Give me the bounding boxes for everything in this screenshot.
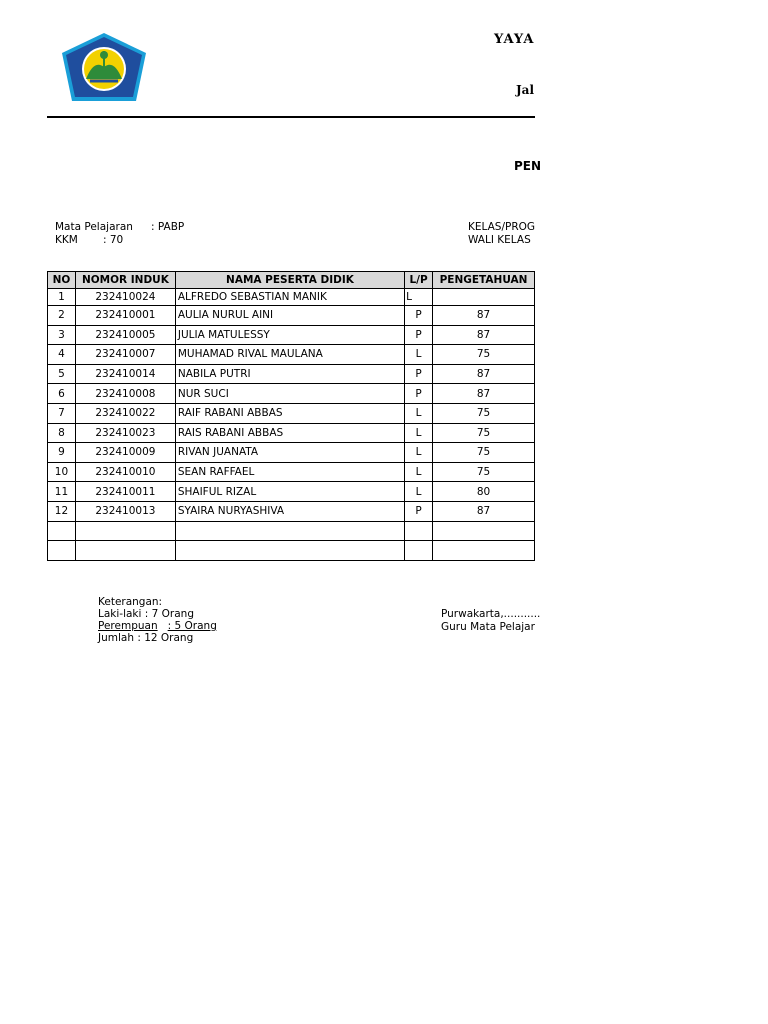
kkm-value: : 70 [103,234,124,246]
cell-gender: L [405,345,433,365]
cell-name: NABILA PUTRI [175,364,404,384]
cell-name: JULIA MATULESSY [175,325,404,345]
cell-score: 87 [433,306,535,326]
subject-value: : PABP [151,221,185,233]
cell-nis: 232410008 [75,384,175,404]
cell-score: 75 [433,443,535,463]
notes-female-count [98,620,217,632]
notes-total-count: Jumlah : 12 Orang [98,632,194,644]
cell-no: 7 [48,403,76,423]
cell-score [433,289,535,306]
cell-score: 80 [433,482,535,502]
table-row [48,482,535,502]
cell-nis: 232410007 [75,345,175,365]
cell-nis: 232410014 [75,364,175,384]
table-row [48,289,535,306]
table-row [48,443,535,463]
subject-key: Mata Pelajaran [55,221,133,233]
notes-female-value: : 5 Orang [167,620,217,632]
table-row [48,345,535,365]
cell-no: 11 [48,482,76,502]
notes-heading: Keterangan: [98,596,163,608]
cell-score: 87 [433,384,535,404]
col-header-no: NO [48,272,76,289]
table-row [48,384,535,404]
cell-no: 6 [48,384,76,404]
kkm-key: KKM [55,234,78,246]
cell-score [433,521,535,541]
subject-info [55,221,184,234]
cell-gender: P [405,325,433,345]
cell-nis: 232410005 [75,325,175,345]
table-row [48,364,535,384]
cell-name: ALFREDO SEBASTIAN MANIK [175,289,404,306]
cell-gender: P [405,364,433,384]
table-row [48,423,535,443]
cell-no: 10 [48,462,76,482]
cell-name: MUHAMAD RIVAL MAULANA [175,345,404,365]
cell-score: 87 [433,501,535,521]
cell-name: SYAIRA NURYASHIVA [175,501,404,521]
notes-male-count: Laki-laki : 7 Orang [98,608,194,620]
cell-gender: L [405,289,433,306]
cell-nis: 232410011 [75,482,175,502]
school-logo [60,31,148,107]
cell-no: 2 [48,306,76,326]
cell-gender: L [405,462,433,482]
cell-no: 8 [48,423,76,443]
table-row [48,462,535,482]
grade-table [47,271,535,561]
cell-gender: P [405,501,433,521]
cell-gender [405,541,433,561]
cell-gender [405,521,433,541]
cell-no [48,541,76,561]
cell-score: 75 [433,462,535,482]
cell-nis: 232410023 [75,423,175,443]
class-info [468,221,535,234]
cell-score: 75 [433,403,535,423]
cell-score: 75 [433,345,535,365]
col-header-name: NAMA PESERTA DIDIK [175,272,404,289]
cell-name: RAIS RABANI ABBAS [175,423,404,443]
foundation-address: Jal [516,83,535,97]
table-header-row [48,272,535,289]
cell-gender: P [405,384,433,404]
cell-no: 12 [48,501,76,521]
cell-nis [75,541,175,561]
table-row [48,325,535,345]
table-row [48,501,535,521]
table-row [48,306,535,326]
cell-no: 4 [48,345,76,365]
cell-no: 3 [48,325,76,345]
cell-gender: L [405,423,433,443]
cell-nis: 232410022 [75,403,175,423]
cell-name [175,541,404,561]
kkm-info [55,234,123,247]
cell-score: 87 [433,364,535,384]
cell-score: 75 [433,423,535,443]
cell-nis: 232410001 [75,306,175,326]
cell-nis: 232410024 [75,289,175,306]
foundation-title: YAYA [494,32,535,47]
cell-gender: L [405,403,433,423]
homeroom-key: WALI KELAS [468,234,531,246]
cell-gender: L [405,482,433,502]
homeroom-info [468,234,531,247]
table-row [48,403,535,423]
cell-name: SEAN RAFFAEL [175,462,404,482]
cell-nis: 232410009 [75,443,175,463]
class-key: KELAS/PROG [468,221,536,233]
cell-no: 1 [48,289,76,306]
signature-teacher-label: Guru Mata Pelajar [441,621,535,633]
cell-no: 5 [48,364,76,384]
col-header-knowledge: PENGETAHUAN [433,272,535,289]
cell-score: 87 [433,325,535,345]
cell-gender: L [405,443,433,463]
cell-score [433,541,535,561]
cell-nis [75,521,175,541]
document-title: PEN [514,159,542,173]
col-header-gender: L/P [405,272,433,289]
cell-name [175,521,404,541]
cell-name: RIVAN JUANATA [175,443,404,463]
notes-female-label: Perempuan [98,620,158,632]
header-divider [47,116,535,118]
cell-gender: P [405,306,433,326]
cell-nis: 232410010 [75,462,175,482]
signature-place-date: Purwakarta,........... [441,608,541,620]
cell-name: NUR SUCI [175,384,404,404]
cell-no [48,521,76,541]
col-header-nis: NOMOR INDUK [75,272,175,289]
cell-name: AULIA NURUL AINI [175,306,404,326]
cell-name: SHAIFUL RIZAL [175,482,404,502]
table-row-empty [48,521,535,541]
cell-no: 9 [48,443,76,463]
cell-nis: 232410013 [75,501,175,521]
table-row-empty [48,541,535,561]
cell-name: RAIF RABANI ABBAS [175,403,404,423]
